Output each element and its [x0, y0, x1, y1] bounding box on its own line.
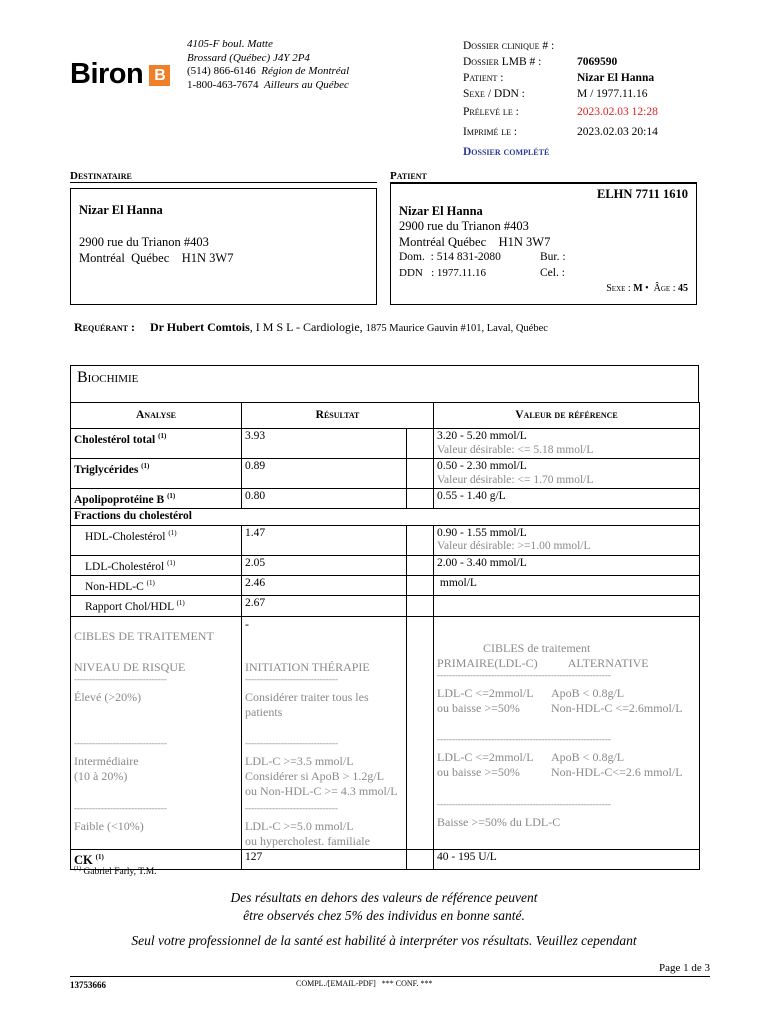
reference-desirable: Valeur désirable: >=1.00 mmol/L	[437, 540, 591, 553]
lab-address	[187, 38, 349, 92]
separator: -------------------------------	[74, 674, 167, 684]
cibles-col2	[242, 616, 407, 849]
requerant-doctor: Dr Hubert Comtois	[150, 320, 250, 334]
reference-value	[434, 525, 700, 555]
table-row	[71, 576, 700, 596]
page-number: Page 1 de 3	[658, 962, 710, 974]
target-nonhdl: Non-HDL-C<=2.6 mmol/L	[551, 764, 683, 779]
phone1: (514) 866-6146	[187, 65, 256, 77]
col-resultat: Résultat	[242, 403, 434, 429]
address-line2: Brossard (Québec) J4Y 2P4	[187, 51, 310, 64]
separator: ----------------------------------------------------------	[437, 670, 611, 680]
analysis-name	[71, 459, 242, 489]
separator: -------------------------------	[74, 738, 167, 748]
col-reference: Valeur de référence	[434, 403, 700, 429]
logo-badge: B	[149, 65, 170, 86]
result-value: 3.93	[242, 429, 407, 459]
preleve-label: Prélevé le :	[463, 106, 519, 118]
sexe-ddn-label: Sexe / DDN :	[463, 88, 525, 100]
patient-id: ELHN 7711 1610	[597, 187, 688, 201]
flag-cell	[407, 459, 434, 489]
target-baisse: ou baisse >=50%	[437, 764, 520, 779]
cibles-title: CIBLES DE TRAITEMENT	[74, 628, 214, 643]
reference-value: 0.55 - 1.40 g/L	[434, 489, 700, 509]
cibles-col2-head: INITIATION THÉRAPIE	[245, 659, 370, 674]
patient-city: Montréal Québec H1N 3W7	[399, 235, 551, 249]
requerant-line	[74, 320, 548, 335]
footnote-ref: (1)	[141, 462, 150, 470]
risk-low: Faible (<10%)	[74, 818, 144, 833]
flag-cell	[407, 555, 434, 575]
analysis-name	[71, 525, 242, 555]
patient-sexe-age: Sexe : M • Âge : 45	[606, 283, 688, 294]
phone-line1	[187, 65, 349, 79]
init-high-2: patients	[245, 704, 283, 719]
analysis-label: Rapport Chol/HDL	[85, 601, 174, 614]
analysis-label: Triglycérides	[74, 463, 139, 476]
reference-range: 0.50 - 2.30 mmol/L	[437, 460, 527, 472]
init-mid: LDL-C >=3.5 mmol/L	[245, 753, 354, 768]
reference-value	[434, 596, 700, 616]
flag-cell	[407, 489, 434, 509]
destinataire-name: Nizar El Hanna	[79, 203, 163, 217]
table-header-row	[71, 403, 700, 429]
patient-value: Nizar El Hanna	[577, 72, 655, 84]
separator: ----------------------------------------------------------	[437, 799, 611, 809]
section-box	[70, 365, 699, 403]
phone-line2	[187, 79, 349, 93]
patient-street: 2900 rue du Trianon #403	[399, 219, 529, 233]
flag-cell	[407, 596, 434, 616]
flag-cell	[407, 616, 434, 849]
separator: -------------------------------	[245, 674, 338, 684]
sexe-ddn-value: M / 1977.11.16	[577, 88, 648, 100]
reference-value: mmol/L	[434, 576, 700, 596]
table-row	[71, 849, 700, 869]
patient-dom	[399, 251, 501, 263]
init-low: LDL-C >=5.0 mmol/L	[245, 818, 354, 833]
init-mid-2: Considérer si ApoB > 1.2g/L	[245, 768, 385, 783]
target-ldl: LDL-C <=2mmol/L	[437, 749, 534, 764]
dom-value: : 514 831-2080	[430, 251, 501, 263]
cibles-head-primary: PRIMAIRE(LDL-C)	[437, 655, 538, 670]
target-high-1	[437, 686, 696, 701]
table-row	[71, 596, 700, 616]
footer-rule	[70, 976, 710, 977]
analysis-label: CK	[74, 852, 93, 867]
col-analyse: Analyse	[71, 403, 242, 429]
cibles-dash: -	[245, 616, 249, 631]
footnote-ref: (1)	[176, 599, 185, 608]
flag-cell	[407, 849, 434, 869]
target-apob: ApoB < 0.8g/L	[551, 749, 625, 764]
confidential-note: COMPL./[EMAIL-PDF] *** CONF. ***	[296, 979, 433, 988]
init-high: Considérer traiter tous les	[245, 689, 369, 704]
analysis-name	[71, 489, 242, 509]
analysis-label: Cholestérol total	[74, 433, 156, 446]
doc-id: 13753666	[70, 980, 106, 990]
target-nonhdl: Non-HDL-C <=2.6mmol/L	[551, 700, 683, 715]
preleve-value: 2023.02.03 12:28	[577, 106, 658, 118]
risk-high: Élevé (>20%)	[74, 689, 142, 704]
cibles-col3-heads	[437, 656, 696, 671]
reference-value: 2.00 - 3.40 mmol/L	[434, 555, 700, 575]
reference-value	[434, 459, 700, 489]
reference-range: 0.90 - 1.55 mmol/L	[437, 526, 527, 539]
init-mid-3: ou Non-HDL-C >= 4.3 mmol/L	[245, 783, 398, 798]
requerant-address: 1875 Maurice Gauvin #101, Laval, Québec	[365, 323, 548, 334]
sexe-label: Sexe :	[606, 283, 631, 294]
imprime-value: 2023.02.03 20:14	[577, 126, 658, 138]
disclaimer-line3: Seul votre professionnel de la santé est habilité à interpréter vos résultats. Veuillez cependant	[131, 933, 637, 948]
destinataire-city: Montréal Québec H1N 3W7	[79, 251, 234, 265]
reference-value	[434, 429, 700, 459]
analysis-label: Apolipoprotéine B	[74, 493, 165, 506]
footnote-sup: (1)	[74, 866, 81, 872]
target-low: Baisse >=50% du LDL-C	[437, 814, 561, 829]
reference-value: 40 - 195 U/L	[434, 849, 700, 869]
destinataire-box	[70, 188, 377, 305]
patient-cel: Cel. :	[540, 267, 565, 279]
risk-mid-pct: (10 à 20%)	[74, 768, 128, 783]
analysis-name	[71, 429, 242, 459]
imprime-label: Imprimé le :	[463, 126, 518, 138]
target-mid-2	[437, 765, 696, 780]
cibles-head-alternative: ALTERNATIVE	[567, 655, 649, 670]
separator: -------------------------------	[245, 803, 338, 813]
cibles-col1-head: NIVEAU DE RISQUE	[74, 659, 186, 674]
footnote-ref: (1)	[167, 492, 176, 500]
risk-mid: Intermédiaire	[74, 753, 139, 768]
target-high-2	[437, 701, 696, 716]
footnote-ref: (1)	[167, 558, 176, 567]
biron-logo	[70, 58, 170, 91]
section-title: Biochimie	[77, 369, 139, 386]
analysis-name	[71, 576, 242, 596]
analysis-name	[71, 596, 242, 616]
patient-box	[390, 183, 697, 305]
flag-cell	[407, 525, 434, 555]
flag-cell	[407, 576, 434, 596]
requerant-details: , I M S L - Cardiologie,	[249, 320, 363, 334]
result-value: 2.05	[242, 555, 407, 575]
header-labels	[463, 38, 577, 140]
result-value: 2.67	[242, 596, 407, 616]
address-line1: 4105-F boul. Matte	[187, 38, 273, 50]
target-apob: ApoB < 0.8g/L	[551, 685, 625, 700]
destinataire-street: 2900 rue du Trianon #403	[79, 235, 209, 249]
patient-name: Nizar El Hanna	[399, 204, 483, 218]
cibles-row	[71, 616, 700, 849]
status-badge: Dossier complété	[463, 146, 550, 158]
separator: -------------------------------	[74, 803, 167, 813]
destinataire-label: Destinataire	[70, 170, 377, 183]
age-value: 45	[678, 283, 688, 294]
table-row	[71, 489, 700, 509]
reference-desirable: Valeur désirable: <= 1.70 mmol/L	[437, 473, 594, 486]
logo-text: Biron	[70, 58, 144, 90]
header-values	[577, 38, 727, 140]
patient-ddn	[399, 267, 486, 279]
analysis-label: LDL-Cholestérol	[85, 560, 165, 573]
patient-bur: Bur. :	[540, 251, 566, 263]
dossier-clinique-value	[577, 38, 727, 54]
requerant-label: Requérant :	[74, 320, 136, 334]
footnote-ref: (1)	[158, 432, 167, 440]
footnote	[74, 866, 157, 877]
result-value: 2.46	[242, 576, 407, 596]
cibles-col1	[71, 616, 242, 849]
analysis-label: Non-HDL-C	[85, 580, 144, 593]
age-label: Âge :	[653, 283, 676, 294]
phone1-region: Région de Montréal	[261, 65, 350, 77]
disclaimer-line2: être observés chez 5% des individus en bonne santé.	[243, 908, 525, 923]
phone2-region: Ailleurs au Québec	[264, 78, 349, 91]
result-value: 1.47	[242, 525, 407, 555]
dossier-lmb-label: Dossier LMB # :	[463, 56, 542, 68]
analysis-label: HDL-Cholestérol	[85, 530, 166, 543]
phone2: 1-800-463-7674	[187, 78, 259, 91]
target-mid-1	[437, 750, 696, 765]
table-row	[71, 459, 700, 489]
sexe-value: M	[633, 283, 643, 294]
ddn-value: : 1977.11.16	[431, 267, 486, 279]
reference-desirable: Valeur désirable: <= 5.18 mmol/L	[437, 443, 594, 456]
footnote-text: Gabriel Farly, T.M.	[83, 867, 157, 878]
results-table	[70, 402, 700, 870]
table-row	[71, 555, 700, 575]
separator: ----------------------------------------------------------	[437, 734, 611, 744]
dom-label: Dom.	[399, 251, 425, 263]
dossier-clinique-label: Dossier clinique # :	[463, 40, 555, 52]
table-row	[71, 525, 700, 555]
patient-box-label: Patient	[390, 170, 697, 183]
separator: -------------------------------	[245, 738, 338, 748]
cibles-col3	[434, 616, 700, 849]
analysis-name	[71, 555, 242, 575]
target-baisse: ou baisse >=50%	[437, 700, 520, 715]
table-row	[71, 509, 700, 526]
patient-label: Patient :	[463, 72, 504, 84]
result-value: 127	[242, 849, 407, 869]
footnote-ref: (1)	[146, 579, 155, 588]
init-low-2: ou hypercholest. familiale	[245, 833, 370, 848]
result-value: 0.80	[242, 489, 407, 509]
flag-cell	[407, 429, 434, 459]
footnote-ref: (1)	[95, 852, 104, 861]
result-value: 0.89	[242, 459, 407, 489]
disclaimer-line1: Des résultats en dehors des valeurs de référence peuvent	[230, 890, 538, 905]
fractions-title: Fractions du cholestérol	[71, 509, 700, 526]
dossier-lmb-value: 7069590	[577, 56, 618, 68]
table-row	[71, 429, 700, 459]
target-ldl: LDL-C <=2mmol/L	[437, 685, 534, 700]
ddn-label: DDN	[399, 267, 423, 279]
cibles-col3-title: CIBLES de traitement	[483, 640, 591, 655]
reference-range: 3.20 - 5.20 mmol/L	[437, 430, 527, 442]
footnote-ref: (1)	[168, 528, 177, 537]
